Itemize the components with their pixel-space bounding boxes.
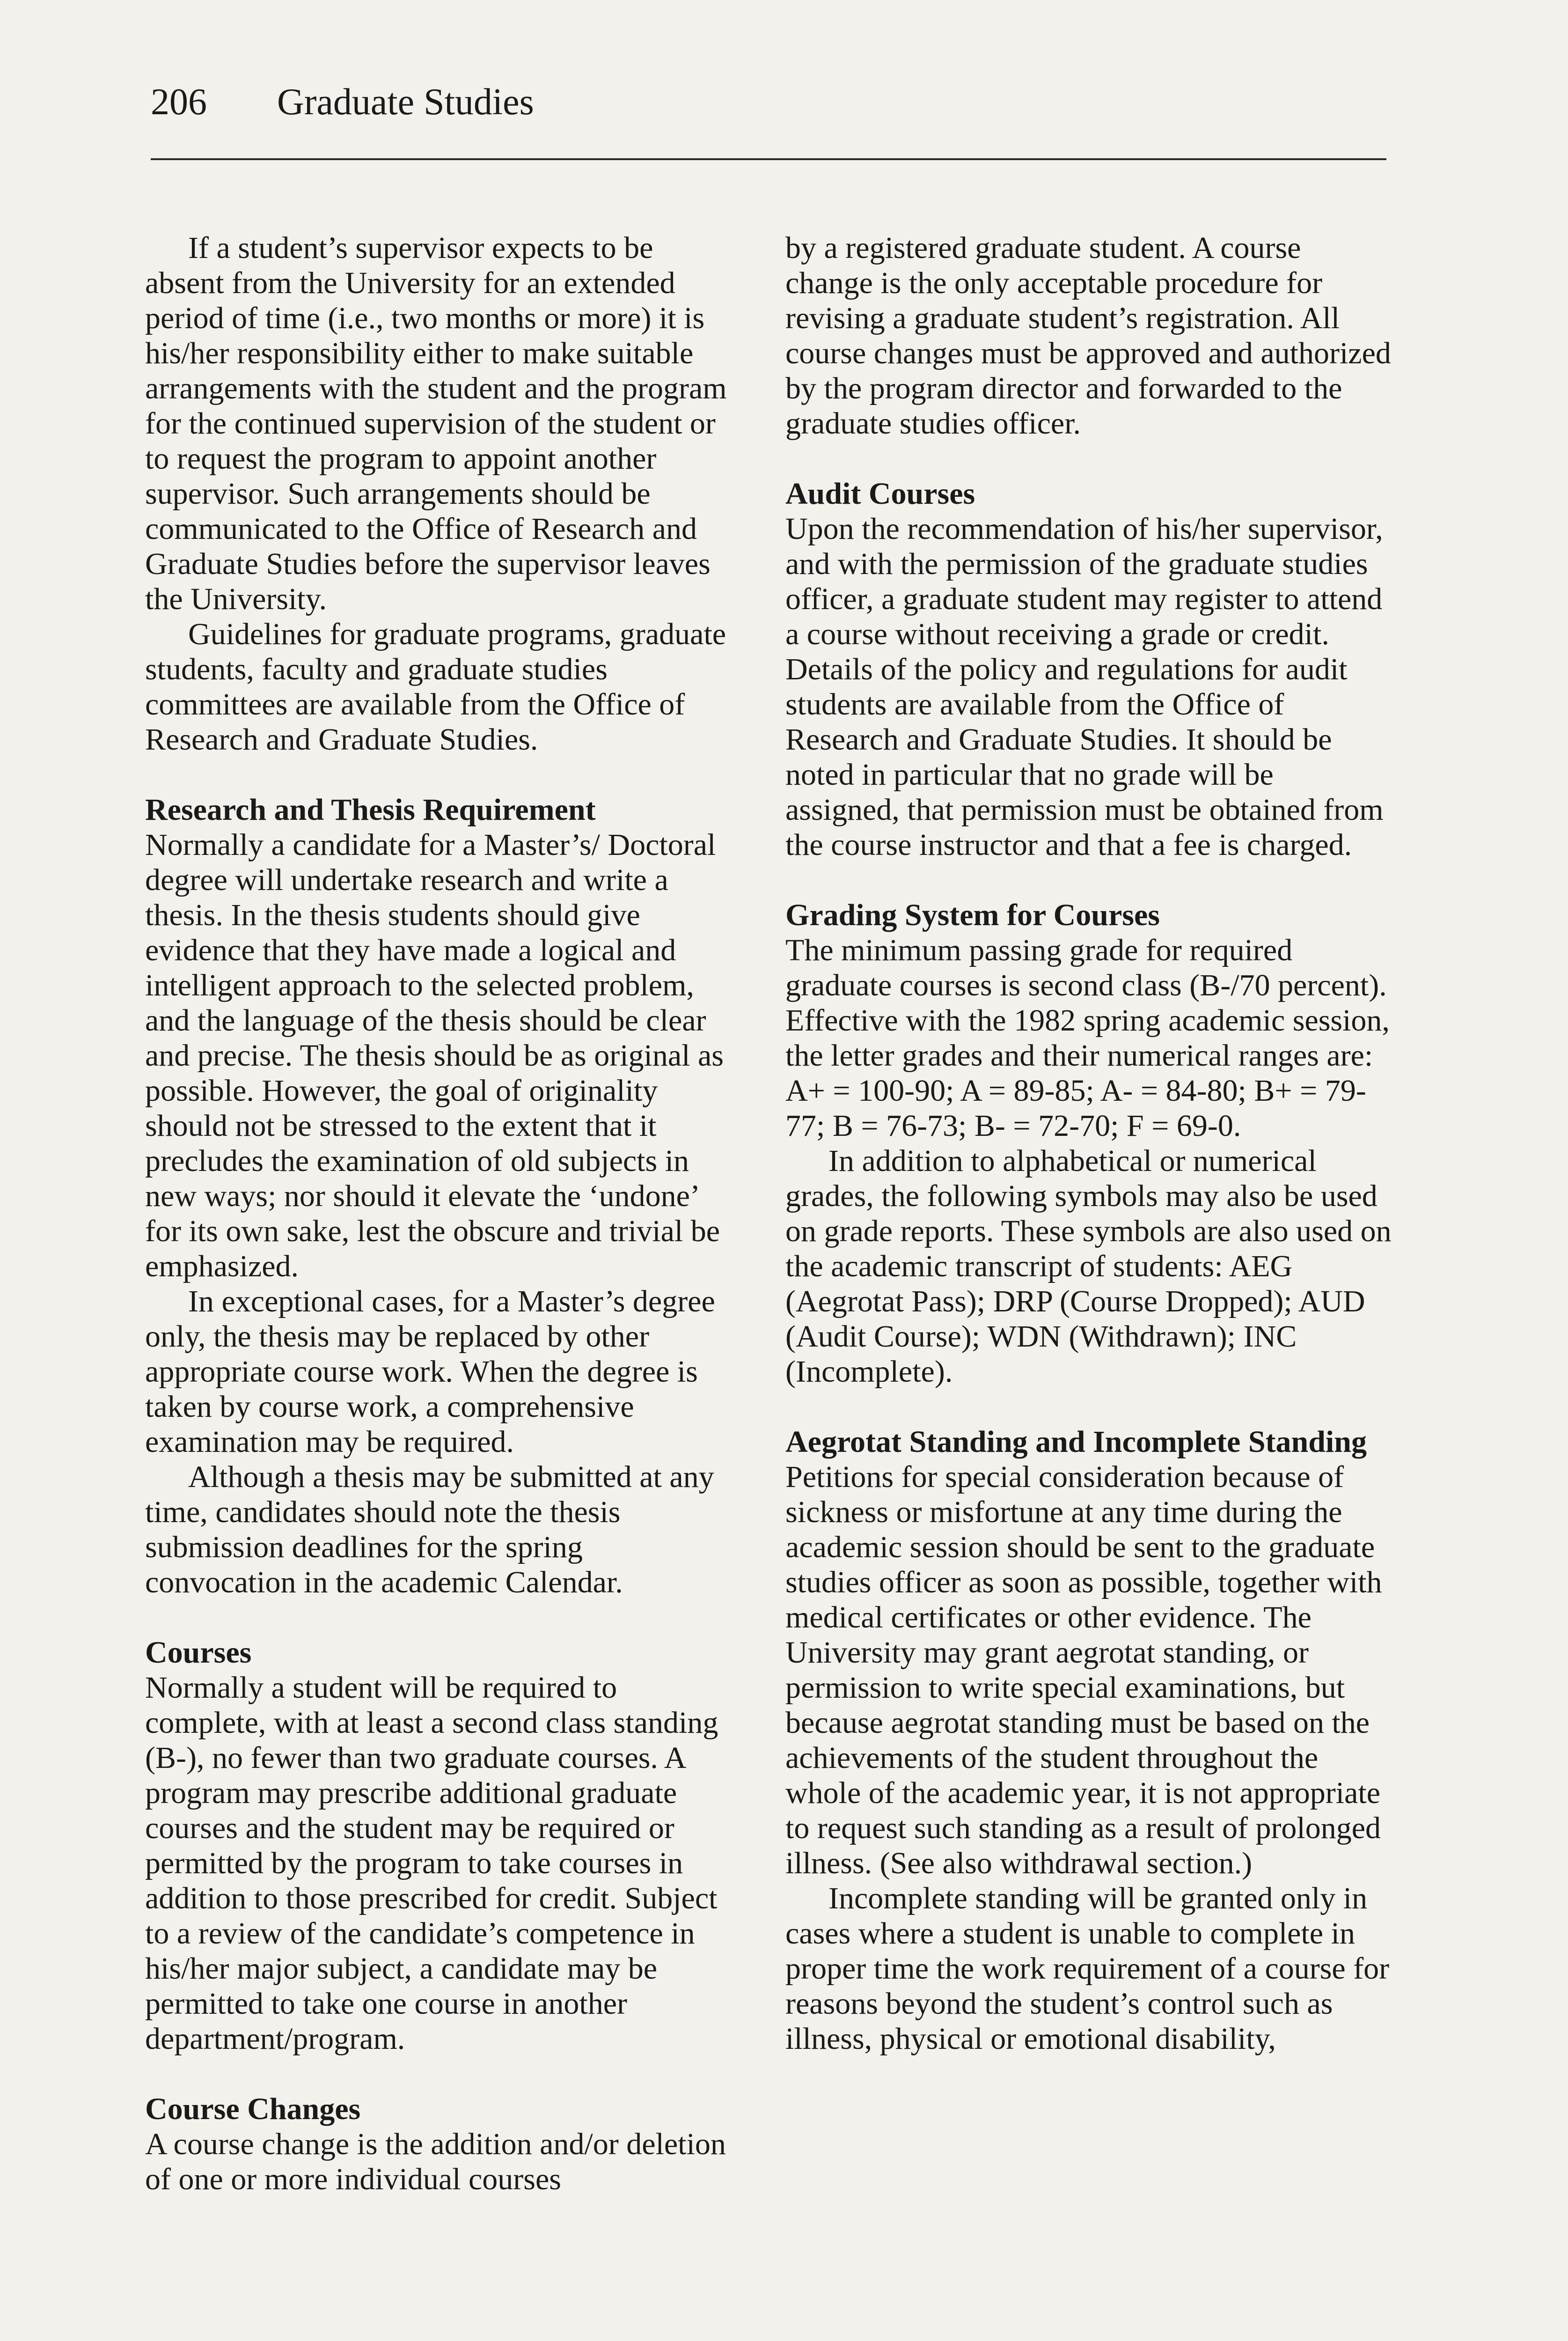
paragraph: Normally a student will be required to complete, with at least a second class standing (B-), no fewer than two graduate courses. A program may prescribe additional graduate courses and the student may be required or permitted by the program to take courses in addition to those prescribed for credit. Subject to a review of the candidate’s competence in his/her major subject, a candidate may be permitted to take one course in another department/program. xyxy=(145,1671,718,2056)
research-thesis-section xyxy=(145,792,740,1600)
courses-section xyxy=(145,1635,740,2056)
paragraph: Although a thesis may be submitted at any time, candidates should note the thesis submission deadlines for the spring convocation in the academic Calendar. xyxy=(145,1460,714,1599)
paragraph: by a registered graduate student. A course change is the only acceptable procedure for revising a graduate student’s registration. All course changes must be approved and authorized by the program director and forwarded to the graduate studies officer. xyxy=(785,231,1391,441)
paragraph: Guidelines for graduate programs, graduate students, faculty and graduate studies committees are available from the Office of Research and Graduate Studies. xyxy=(145,617,726,757)
section-heading: Research and Thesis Requirement xyxy=(145,793,596,827)
audit-courses-section xyxy=(785,476,1394,862)
page-number: 206 xyxy=(151,81,207,123)
section-heading: Course Changes xyxy=(145,2092,361,2126)
paragraph: A course change is the addition and/or deletion of one or more individual courses xyxy=(145,2127,726,2196)
paragraph: Upon the recommendation of his/her supervisor, and with the permission of the graduate studies officer, a graduate student may register to attend a course without receiving a grade or credit. Details of the policy and regulations for audit students are available from the Office of Research and Graduate Studies. It should be noted in particular that no grade will be assigned, that permission must be obtained from the course instructor and that a fee is charged. xyxy=(785,512,1384,862)
paragraph: Normally a candidate for a Master’s/ Doctoral degree will undertake research and write a thesis. In the thesis students should give evidence that they have made a logical and intelligent approach to the selected problem, and the language of the thesis should be clear and precise. The thesis should be as original as possible. However, the goal of originality should not be stressed to the extent that it precludes the examination of old subjects in new ways; nor should it elevate the ‘undone’ for its own sake, lest the obscure and trivial be emphasized. xyxy=(145,828,724,1283)
course-changes-section xyxy=(145,2091,740,2197)
grading-system-section xyxy=(785,898,1394,1389)
section-heading: Audit Courses xyxy=(785,477,975,511)
left-column xyxy=(145,230,740,2197)
section-heading: Aegrotat Standing and Incomplete Standing xyxy=(785,1425,1367,1459)
running-title: Graduate Studies xyxy=(277,81,534,123)
paragraph: Incomplete standing will be granted only in cases where a student is unable to complete in proper time the work requirement of a course for reasons beyond the student’s control such as illness, physical or emotional disability, xyxy=(785,1881,1390,2056)
paragraph: The minimum passing grade for required graduate courses is second class (B-/70 percent). Effective with the 1982 spring academic session, the letter grades and their numerical ranges are: A+ = 100-90; A = 89-85; A- = 84-80; B+ = 79-77; B = 76-73; B- = 72-70; F = 69-0. xyxy=(785,933,1390,1143)
section-heading: Courses xyxy=(145,1635,252,1670)
paragraph: In addition to alphabetical or numerical grades, the following symbols may also be used on grade reports. These symbols are also used on the academic transcript of students: AEG (Aegrotat Pass); DRP (Course Dropped); AUD (Audit Course); WDN (Withdrawn); INC (Incomplete). xyxy=(785,1144,1392,1389)
course-changes-continued xyxy=(785,230,1394,441)
paragraph: If a student’s supervisor expects to be absent from the University for an extended period of time (i.e., two months or more) it is his/her responsibility either to make suitable arrangements with the student and the program for the continued supervision of the student or to request the program to appoint another supervisor. Such arrangements should be communicated to the Office of Research and Graduate Studies before the supervisor leaves the University. xyxy=(145,231,727,616)
header-rule xyxy=(151,158,1386,160)
section-heading: Grading System for Courses xyxy=(785,898,1160,932)
right-column xyxy=(785,230,1394,2056)
running-header xyxy=(151,83,534,121)
paragraph: In exceptional cases, for a Master’s degree only, the thesis may be replaced by other appropriate course work. When the degree is taken by course work, a comprehensive examination may be required. xyxy=(145,1284,715,1459)
supervisor-absence-section xyxy=(145,230,740,757)
aegrotat-standing-section xyxy=(785,1424,1394,2056)
paragraph: Petitions for special consideration because of sickness or misfortune at any time during the academic session should be sent to the graduate studies officer as soon as possible, together with medical certificates or other evidence. The University may grant aegrotat standing, or permission to write special examinations, but because aegrotat standing must be based on the achievements of the student throughout the whole of the academic year, it is not appropriate to request such standing as a result of prolonged illness. (See also withdrawal section.) xyxy=(785,1460,1382,1880)
